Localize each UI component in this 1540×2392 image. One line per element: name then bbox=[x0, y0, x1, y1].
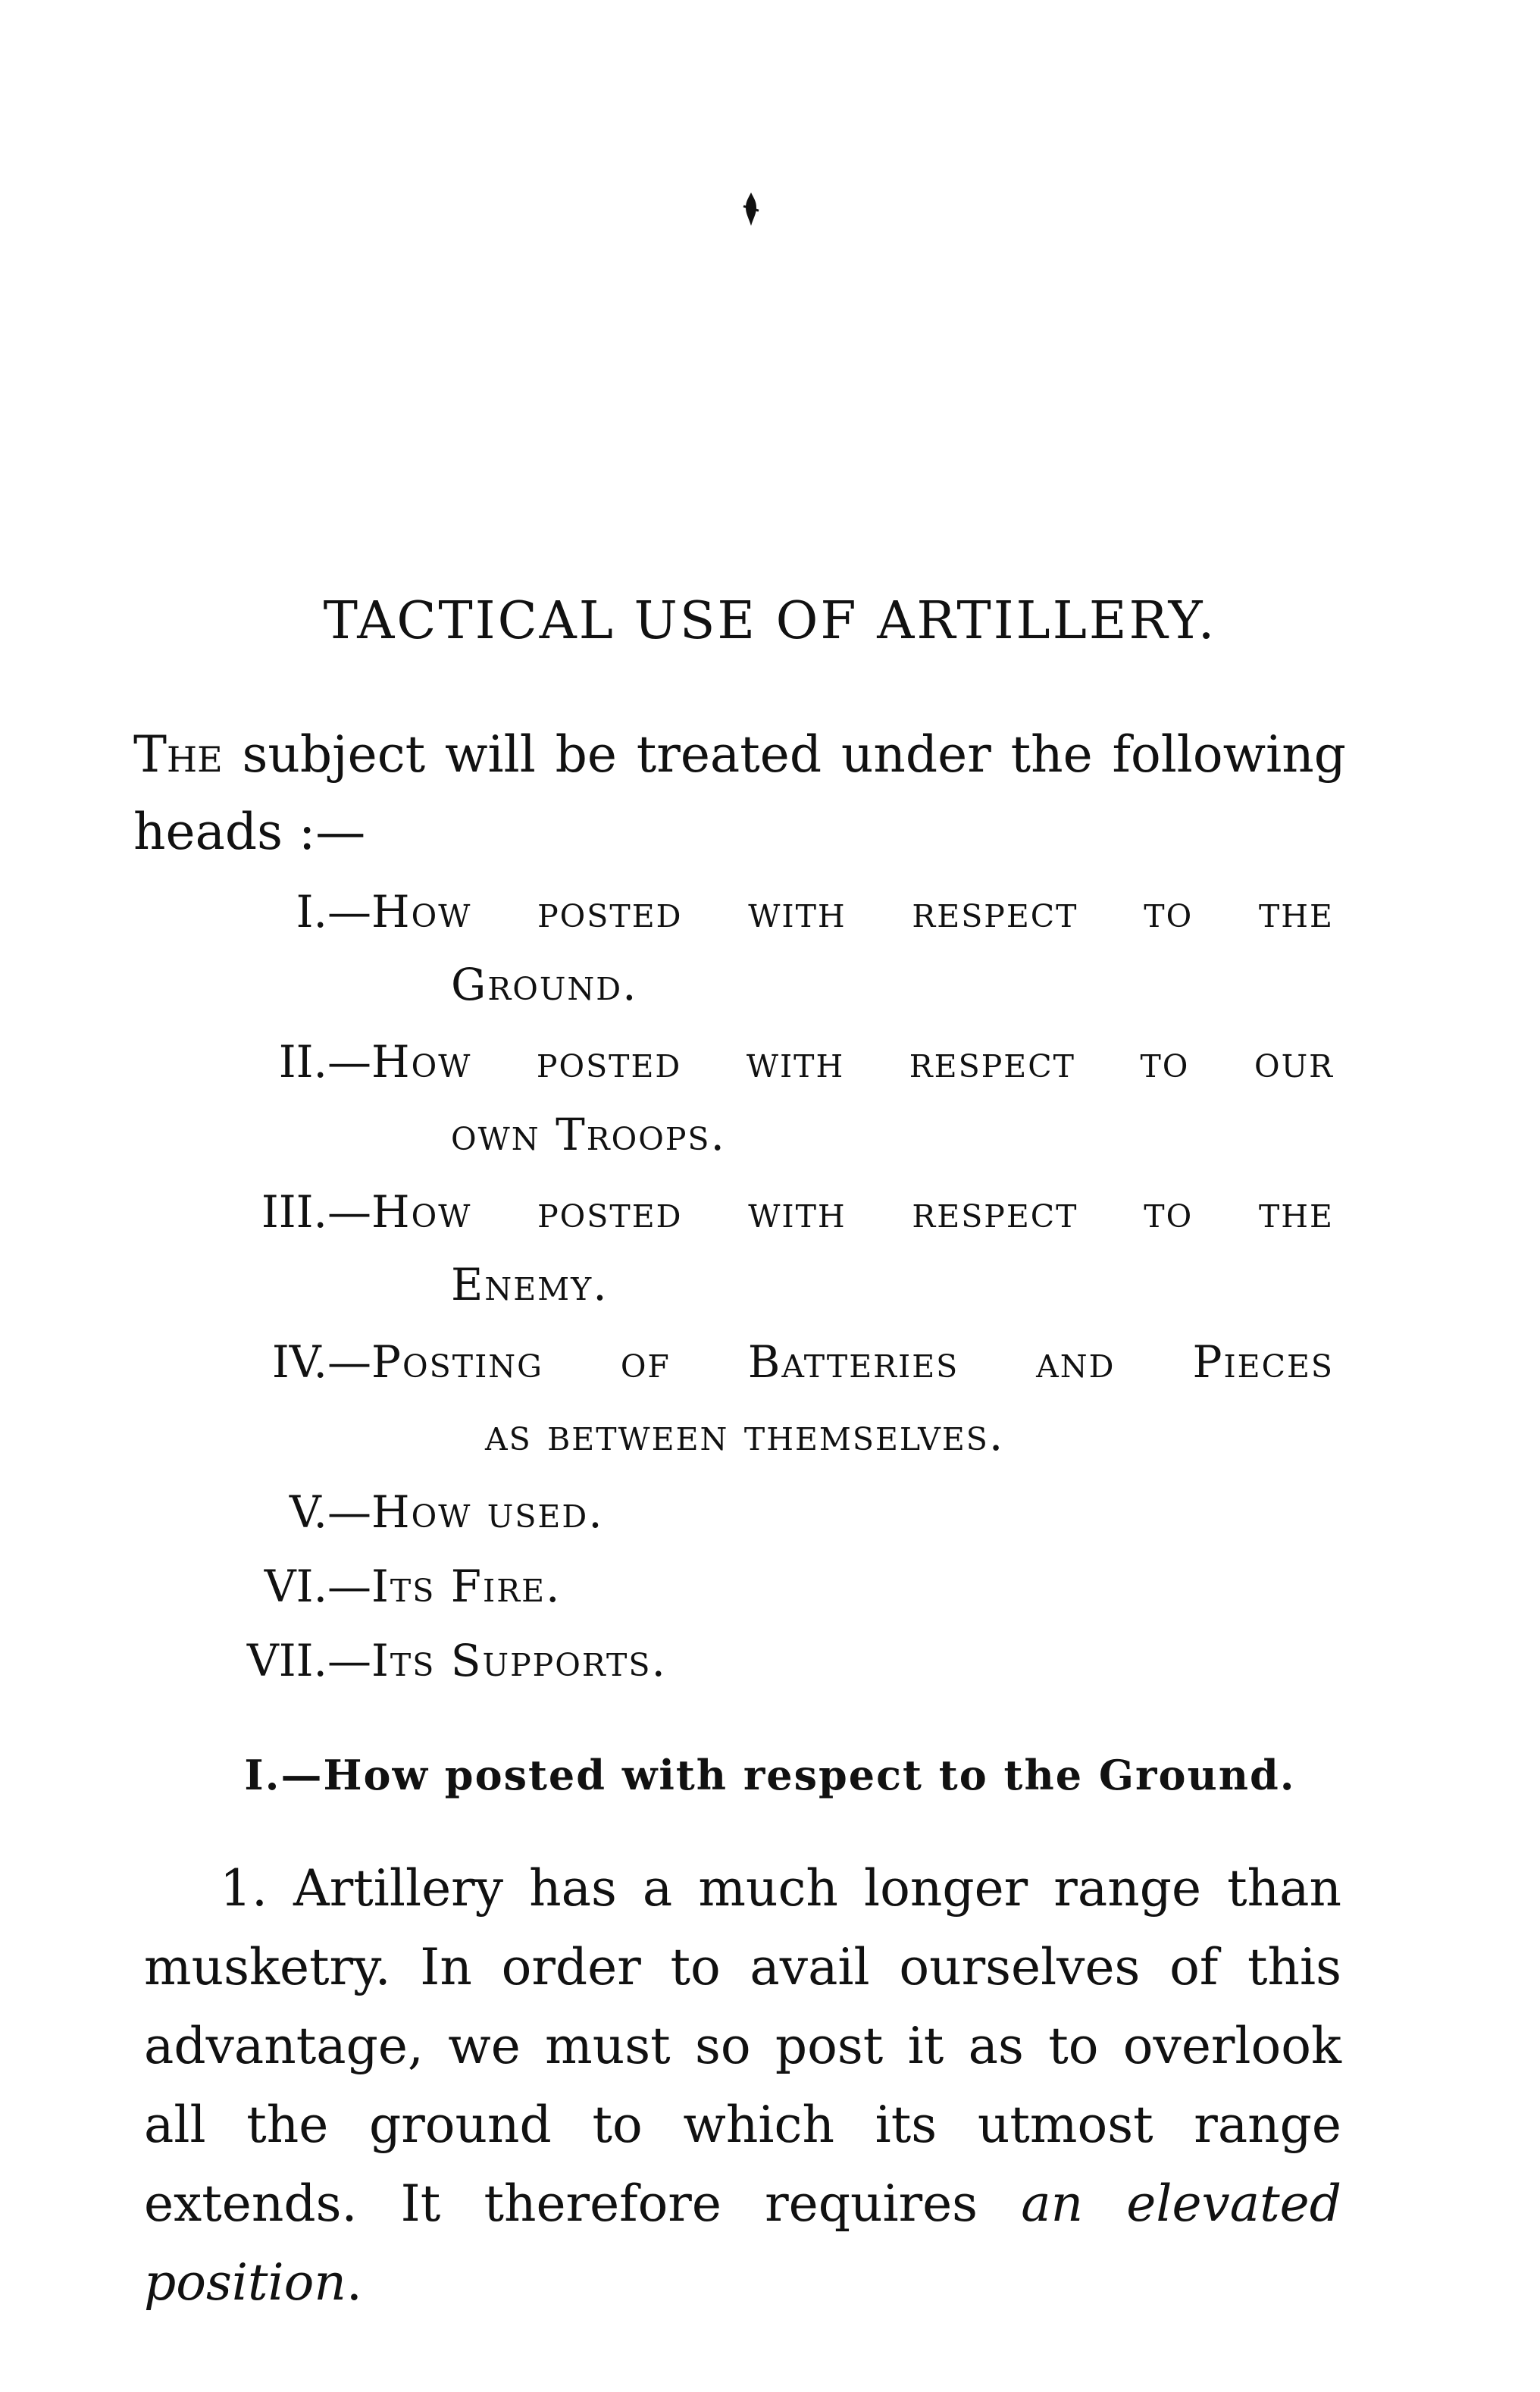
paragraph-emphasis: an elevated position bbox=[144, 2174, 1341, 2312]
head-line-1: How posted with respect to the bbox=[371, 1186, 1334, 1238]
head-text bbox=[371, 1176, 1334, 1321]
head-number: III.— bbox=[261, 1186, 371, 1238]
head-number: VI.— bbox=[264, 1561, 371, 1612]
section-heading: I.—How posted with respect to the Ground. bbox=[244, 1751, 1296, 1799]
head-text bbox=[371, 1025, 1334, 1171]
head-line-2: Ground. bbox=[451, 959, 638, 1010]
paragraph-end: . bbox=[346, 2253, 362, 2312]
head-number: I.— bbox=[296, 886, 371, 938]
head-line-1: Its Supports. bbox=[371, 1635, 667, 1686]
chapter-title: TACTICAL USE OF ARTILLERY. bbox=[323, 591, 1217, 651]
head-text bbox=[371, 1476, 1334, 1548]
head-text bbox=[371, 1624, 1334, 1697]
head-line-2: Enemy. bbox=[451, 1259, 609, 1310]
head-text bbox=[371, 1550, 1334, 1623]
head-line-1: How posted with respect to the bbox=[371, 886, 1334, 938]
head-number: IV.— bbox=[271, 1336, 371, 1388]
intro-text: subject will be treated under the following heads :— bbox=[133, 725, 1346, 861]
head-line-1: How posted with respect to our bbox=[371, 1036, 1334, 1088]
head-text bbox=[371, 1326, 1334, 1471]
head-line-1: Its Fire. bbox=[371, 1561, 562, 1612]
head-number: II.— bbox=[278, 1036, 371, 1088]
head-line-2: as between themselves. bbox=[485, 1409, 1005, 1461]
head-line-2: own Troops. bbox=[451, 1109, 726, 1160]
head-number: V.— bbox=[289, 1486, 371, 1538]
head-text bbox=[371, 875, 1334, 1021]
paragraph-text: 1. Artillery has a much longer range than musketry. In order to avail ourselves of this advantage, we must so post it as to overlook all the ground to which its utmost range extends. It therefore requires bbox=[144, 1859, 1341, 2233]
head-number: VII.— bbox=[246, 1635, 371, 1686]
head-line-1: Posting of Batteries and Pieces bbox=[371, 1336, 1334, 1388]
body-paragraph bbox=[144, 1849, 1341, 2322]
intro-paragraph bbox=[133, 716, 1346, 871]
intro-lead: The bbox=[133, 725, 223, 784]
ornament-icon bbox=[741, 191, 761, 227]
head-line-1: How used. bbox=[371, 1486, 604, 1538]
